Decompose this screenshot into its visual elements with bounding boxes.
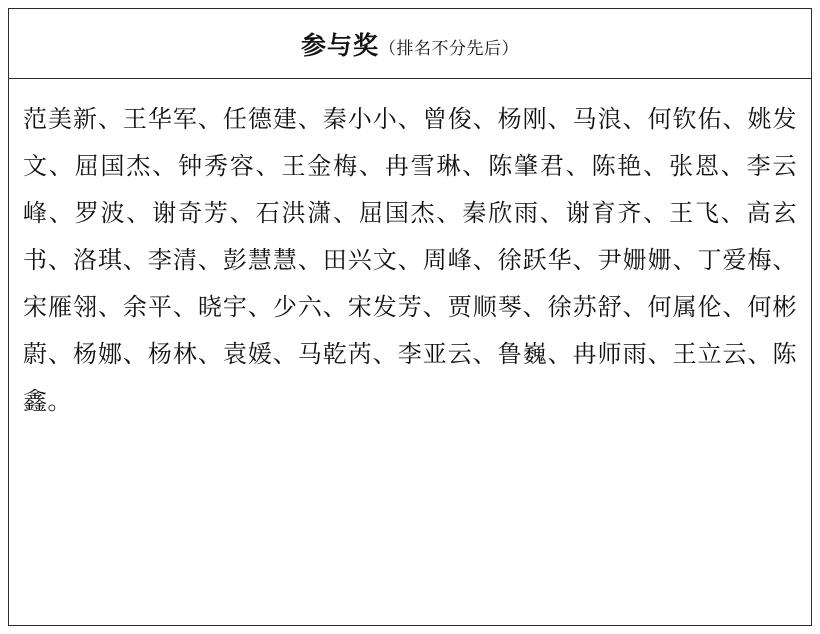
table-header-title-group (301, 26, 519, 62)
award-names-list: 范美新、王华军、任德建、秦小小、曾俊、杨刚、马浪、何钦佑、姚发文、屈国杰、钟秀容、王金梅、冉雪琳、陈肇君、陈艳、张恩、李云峰、罗波、谢奇芳、石洪潇、屈国杰、秦欣雨、谢育齐、王飞、高玄书、洛琪、李清、彭慧慧、田兴文、周峰、徐跃华、尹姗姗、丁爱梅、宋雁翎、余平、晓宇、少六、宋发芳、贾顺琴、徐苏舒、何属伦、何彬蔚、杨娜、杨林、袁媛、马乾芮、李亚云、鲁巍、冉师雨、王立云、陈鑫。 (23, 107, 797, 415)
participation-award-table (8, 8, 812, 626)
table-header-row (9, 9, 811, 79)
award-title-note: （排名不分先后） (379, 38, 519, 58)
award-title: 参与奖 (300, 32, 379, 60)
table-body-cell (9, 79, 811, 625)
